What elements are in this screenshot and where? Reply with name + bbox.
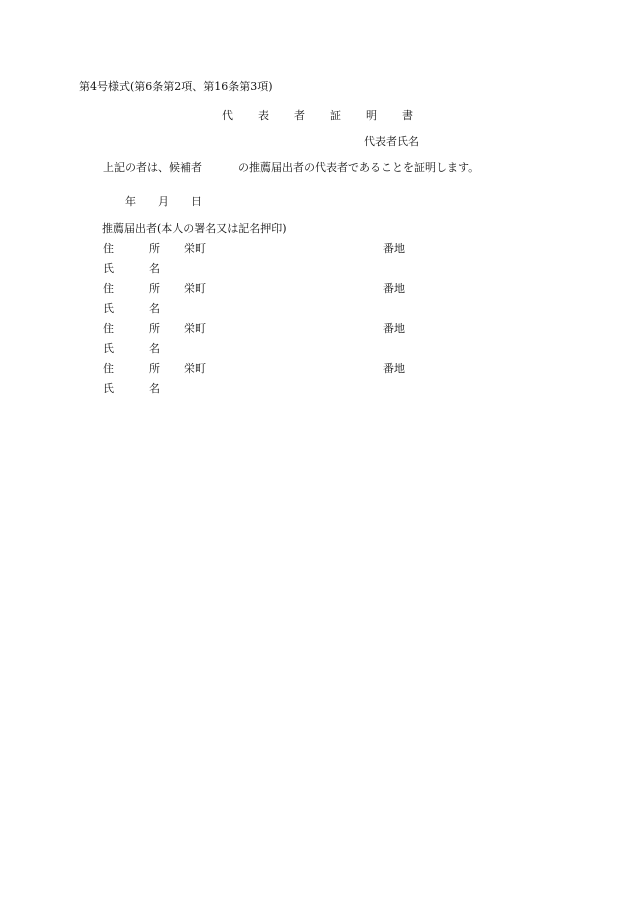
- address-banchi: 番地: [383, 242, 405, 255]
- name-label-2: 名: [149, 302, 160, 315]
- address-label-2: 所: [149, 282, 160, 295]
- address-banchi: 番地: [383, 322, 405, 335]
- title-char: 書: [402, 109, 413, 122]
- address-town: 栄町: [184, 282, 206, 295]
- address-row: [103, 362, 423, 376]
- address-town: 栄町: [184, 362, 206, 375]
- representative-name-label: 代表者氏名: [364, 135, 419, 148]
- address-banchi: 番地: [383, 282, 405, 295]
- name-row: [103, 342, 423, 356]
- recommenders-header: 推薦届出者(本人の署名又は記名押印): [102, 222, 287, 235]
- name-label-1: 氏: [103, 262, 114, 275]
- certification-prefix: 上記の者は、候補者: [103, 161, 202, 174]
- form-number: 第4号様式(第6条第2項、第16条第3項): [79, 80, 273, 93]
- name-label-1: 氏: [103, 382, 114, 395]
- date-day: 日: [191, 195, 202, 208]
- document-title: [222, 109, 422, 123]
- name-row: [103, 302, 423, 316]
- address-label-2: 所: [149, 322, 160, 335]
- name-label-2: 名: [149, 262, 160, 275]
- name-row: [103, 262, 423, 276]
- name-label-1: 氏: [103, 342, 114, 355]
- name-row: [103, 382, 423, 396]
- address-label-1: 住: [103, 322, 114, 335]
- date-line: [125, 195, 224, 209]
- name-label-2: 名: [149, 382, 160, 395]
- address-label-1: 住: [103, 362, 114, 375]
- address-banchi: 番地: [383, 362, 405, 375]
- title-char: 証: [330, 109, 341, 122]
- address-row: [103, 322, 423, 336]
- title-char: 明: [366, 109, 377, 122]
- title-char: 代: [222, 109, 233, 122]
- date-year: 年: [125, 195, 136, 208]
- name-label-1: 氏: [103, 302, 114, 315]
- address-label-1: 住: [103, 282, 114, 295]
- address-label-1: 住: [103, 242, 114, 255]
- address-row: [103, 282, 423, 296]
- address-town: 栄町: [184, 322, 206, 335]
- address-town: 栄町: [184, 242, 206, 255]
- title-char: 表: [258, 109, 269, 122]
- certification-suffix: の推薦届出者の代表者であることを証明します。: [238, 161, 480, 174]
- name-label-2: 名: [149, 342, 160, 355]
- address-label-2: 所: [149, 242, 160, 255]
- title-char: 者: [294, 109, 305, 122]
- date-month: 月: [158, 195, 169, 208]
- certification-statement: [103, 161, 479, 175]
- address-row: [103, 242, 423, 256]
- address-label-2: 所: [149, 362, 160, 375]
